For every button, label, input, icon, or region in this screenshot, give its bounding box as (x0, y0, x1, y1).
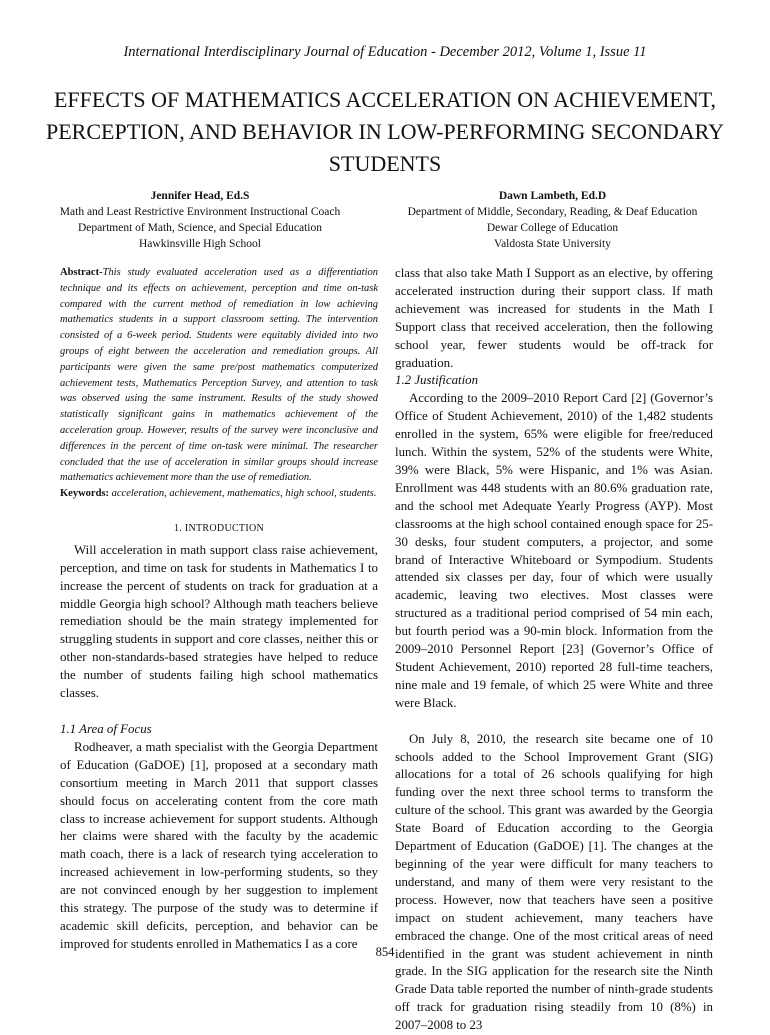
abstract-text: This study evaluated acceleration used as a differentiation technique and its effects on achievement, perception and time on-task compared with the current method of remediation in low achieving mathematics students in a support classroom setting. The intervention consisted of a 6-week period. Students were equitably divided into two groups of eight between the acceleration and remediation groups. All participants were given the same pre/post mathematics computerized achievement tests, Mathematics Perception Survey, and attention to task was observed using the same instrument. Results of the study showed statistically significant gains in mathematics achievement of the acceleration group. However, results of the survey were inconclusive and differences in the percent of time on-task were minimal. The researcher concluded that the use of acceleration in similar groups should increase mathematics achievement more than the use of remediation. (60, 267, 378, 484)
continuation-paragraph: class that also take Math I Support as an elective, by offering accelerated instruction during their support class. If math achievement was increased for students in the Math I Support class that received acceleration, then the following school year, fewer students would be off-track for graduation. (395, 266, 713, 370)
author-block-1 (40, 188, 360, 252)
keywords-label: Keywords: (60, 488, 109, 500)
paper-title: EFFECTS OF MATHEMATICS ACCELERATION ON ACHIEVEMENT, PERCEPTION, AND BEHAVIOR IN LOW-PERFORMING SECONDARY STUDENTS (46, 87, 724, 176)
author-affiliation: Valdosta State University (494, 238, 611, 250)
author-affiliation: Hawkinsville High School (138, 238, 262, 250)
justification-paragraph: According to the 2009–2010 Report Card [2] (Governor’s Office of Student Achievement, 2010) of the 1,482 students enrolled in the system, 65% were eligible for free/reduced lunch. Within the system, 52% of the students were White, 39% were Black, 5% were Hispanic, and 1% was Asian. Enrollment was 448 students with an 80.6% graduation rate, and the school met Adequate Yearly Progress (AYP). Most classrooms at the high school contained enough space for 25-30 desks, four student computers, a projector, and some brand of Interactive Whiteboard or Sympodium. Students attended six classes per day, four of which were usually academic, leaving two electives. Most classes were structured as a traditional period comprised of 54 min each, but fourth period was a 90-min block. Information from the 2009–2010 Personnel Report [23] (Governor’s Office of Student Achievement, 2010) reported 28 full-time teachers, nine male and 19 female, of which 25 were White and three were Black. (395, 391, 713, 710)
author-affiliation: Math and Least Restrictive Environment Instructional Coach (59, 206, 341, 218)
journal-header: International Interdisciplinary Journal of Education - December 2012, Volume 1, Issue 11 (123, 44, 647, 60)
section-heading-introduction: 1. INTRODUCTION (173, 522, 265, 534)
abstract-label: Abstract- (60, 267, 103, 278)
focus-paragraph: Rodheaver, a math specialist with the Georgia Department of Education (GaDOE) [1], proposed at a secondary math consortium meeting in March 2011 that support classes should focus on accelerating content from the core math class to increase achievement for support students. Although her claims were shared with the faculty by the academic math coach, there is a lack of research tying acceleration to increased achievement in low-performing students, so they are not convinced enough by her suggestion to implement this strategy. The purpose of the study was to determine if academic skill deficits, perception, and behavior can be improved for students enrolled in Mathematics I as a core (60, 739, 378, 951)
right-column (395, 265, 713, 1035)
left-column (60, 265, 378, 954)
intro-paragraph: Will acceleration in math support class raise achievement, perception, and time on task for students in Mathematics I to increase the percent of students on track for graduation at a middle Georgia high school? Although math teachers believe remediation should be the main strategy implemented for struggling students in support and core classes, neither this or other non-standards-based strategies have helped to reduce the number of students failing high school mathematics classes. (60, 542, 378, 701)
author-block-2 (380, 188, 725, 252)
author-name: Dawn Lambeth, Ed.D (498, 190, 607, 202)
abstract (60, 265, 378, 486)
subsection-heading-justification: 1.2 Justification (395, 373, 479, 388)
keywords-text: acceleration, achievement, mathematics, high school, students. (109, 488, 377, 500)
author-affiliation: Dewar College of Education (486, 222, 619, 234)
sig-paragraph: On July 8, 2010, the research site became one of 10 schools added to the School Improvement Grant (SIG) allocations for a total of 26 schools qualifying for high funding over the next three school terms to transform the culture of the school. This grant was awarded by the Georgia State Board of Education according to the Georgia Department of Education (GaDOE) [1]. The changes at the beginning of the year were difficult for many teachers to understand, and many of them were very resistant to the process. However, now that teachers have seen a positive impact on student achievement, many teachers have embraced the change. One of the most critical areas of need identified in the grant was student achievement in ninth grade. In the SIG application for the research site the Ninth Grade Data table reported the number of ninth-grade students off track for graduation rising steadily from 10 (8%) in 2007–2008 to 23 (395, 731, 713, 1033)
author-name: Jennifer Head, Ed.S (150, 190, 250, 202)
subsection-heading-focus: 1.1 Area of Focus (60, 722, 152, 737)
keywords (60, 486, 378, 502)
author-affiliation: Department of Math, Science, and Special Education (78, 222, 322, 234)
author-affiliation: Department of Middle, Secondary, Reading, & Deaf Education (407, 206, 698, 218)
page-number: 854 (375, 945, 395, 959)
